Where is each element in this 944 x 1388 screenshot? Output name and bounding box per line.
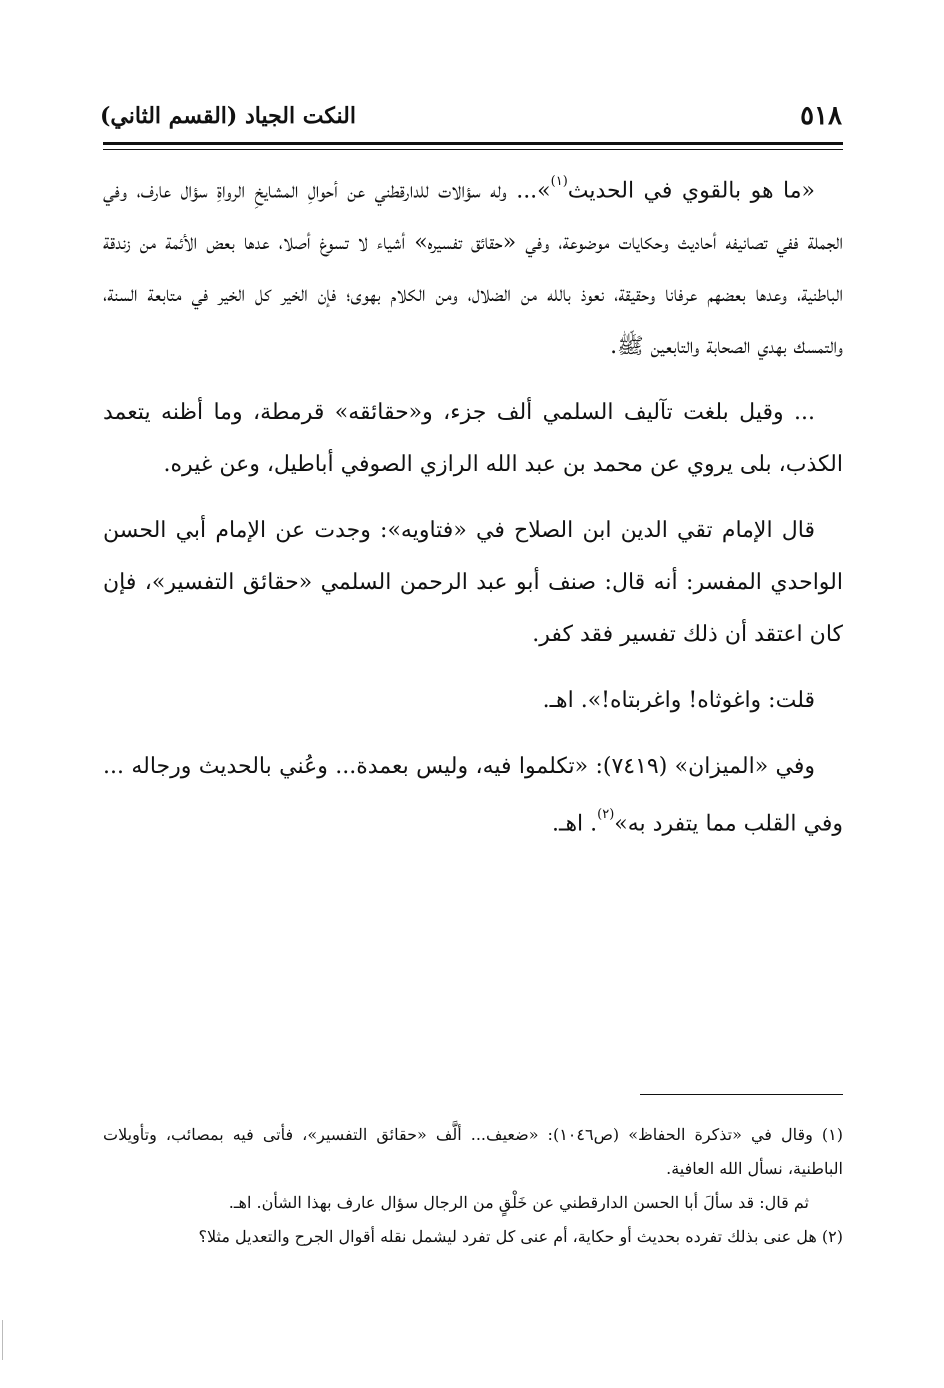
header-rule-thick (103, 142, 843, 145)
paragraph-5-start: وفي «الميزان» (٧٤١٩): «تكلموا فيه، وليس بعمدة... وعُني بالحديث ورجاله ... وفي القلب مما يتفرد به» (103, 754, 843, 837)
footnote-1-continuation: ثم قال: قد سألَ أبا الحسن الدارقطني عن خَلْقٍ من الرجال سؤال عارف بهذا الشأن. اهـ. (228, 1193, 809, 1212)
paragraph-5 (103, 741, 843, 850)
paragraph-2: ... وقيل بلغت تآليف السلمي ألف جزء، و«حقائقه» قرمطة، وما أظنه يتعمد الكذب، بلى يروي عن محمد بن عبد الله الرازي الصوفي أباطيل، وعن غيره. (103, 400, 843, 478)
footnote-ref-2: (٢) (597, 807, 615, 823)
scan-edge-mark (2, 1320, 9, 1360)
paragraph-1-start: «ما هو بالقوي في الحديث (567, 178, 815, 204)
footnote-ref-1: (١) (550, 174, 568, 189)
paragraph-1-rest: »... وله سؤالات للدارقطني عن أحوالِ المشايخِ الرواةِ سؤال عارف، وفي الجملة ففي تصانيفه أحاديث وحكايات موضوعة، وفي «حقائق تفسيره» أشياء لا تسوغ أصلا، عدها بعض الأئمة من زندقة الباطنية، وعدها بعضهم عرفانا وحقيقة، نعوذ بالله من الضلال، ومن الكلام بهوى؛ فإن الخير كل الخير في متابعة السنة، والتمسك بهدي الصحابة والتابعين ﷺ. (103, 178, 843, 360)
main-text (103, 160, 843, 865)
footnotes (103, 1118, 843, 1254)
header-rule-thin (103, 149, 843, 150)
footnote-2: (٢) هل عنى بذلك تفرده بحديث أو حكاية، أم عنى كل تفرد ليشمل نقله أقوال الجرح والتعديل مثلا؟ (198, 1227, 843, 1246)
page-number: ٥١٨ (800, 101, 842, 131)
paragraph-4: قلت: واغوثاه! واغربتاه!». اهـ. (542, 688, 815, 714)
footnote-separator (640, 1094, 843, 1095)
paragraph-3: قال الإمام تقي الدين ابن الصلاح في «فتاويه»: وجدت عن الإمام أبي الحسن الواحدي المفسر: أنه قال: صنف أبو عبد الرحمن السلمي «حقائق التفسير»، فإن كان اعتقد أن ذلك تفسير فقد كفر. (103, 518, 843, 648)
paragraph-5-end: . اهـ. (552, 811, 598, 837)
footnote-1: (١) وقال في «تذكرة الحفاظ» (ص١٠٤٦): «ضعيف... ألَّف «حقائق التفسير»، فأتى فيه بمصائب، وتأويلات الباطنية، نسأل الله العافية. (103, 1125, 843, 1178)
paragraph-1 (103, 160, 843, 373)
page-header (100, 96, 842, 136)
book-title: النكت الجياد (القسم الثاني) (100, 103, 356, 129)
